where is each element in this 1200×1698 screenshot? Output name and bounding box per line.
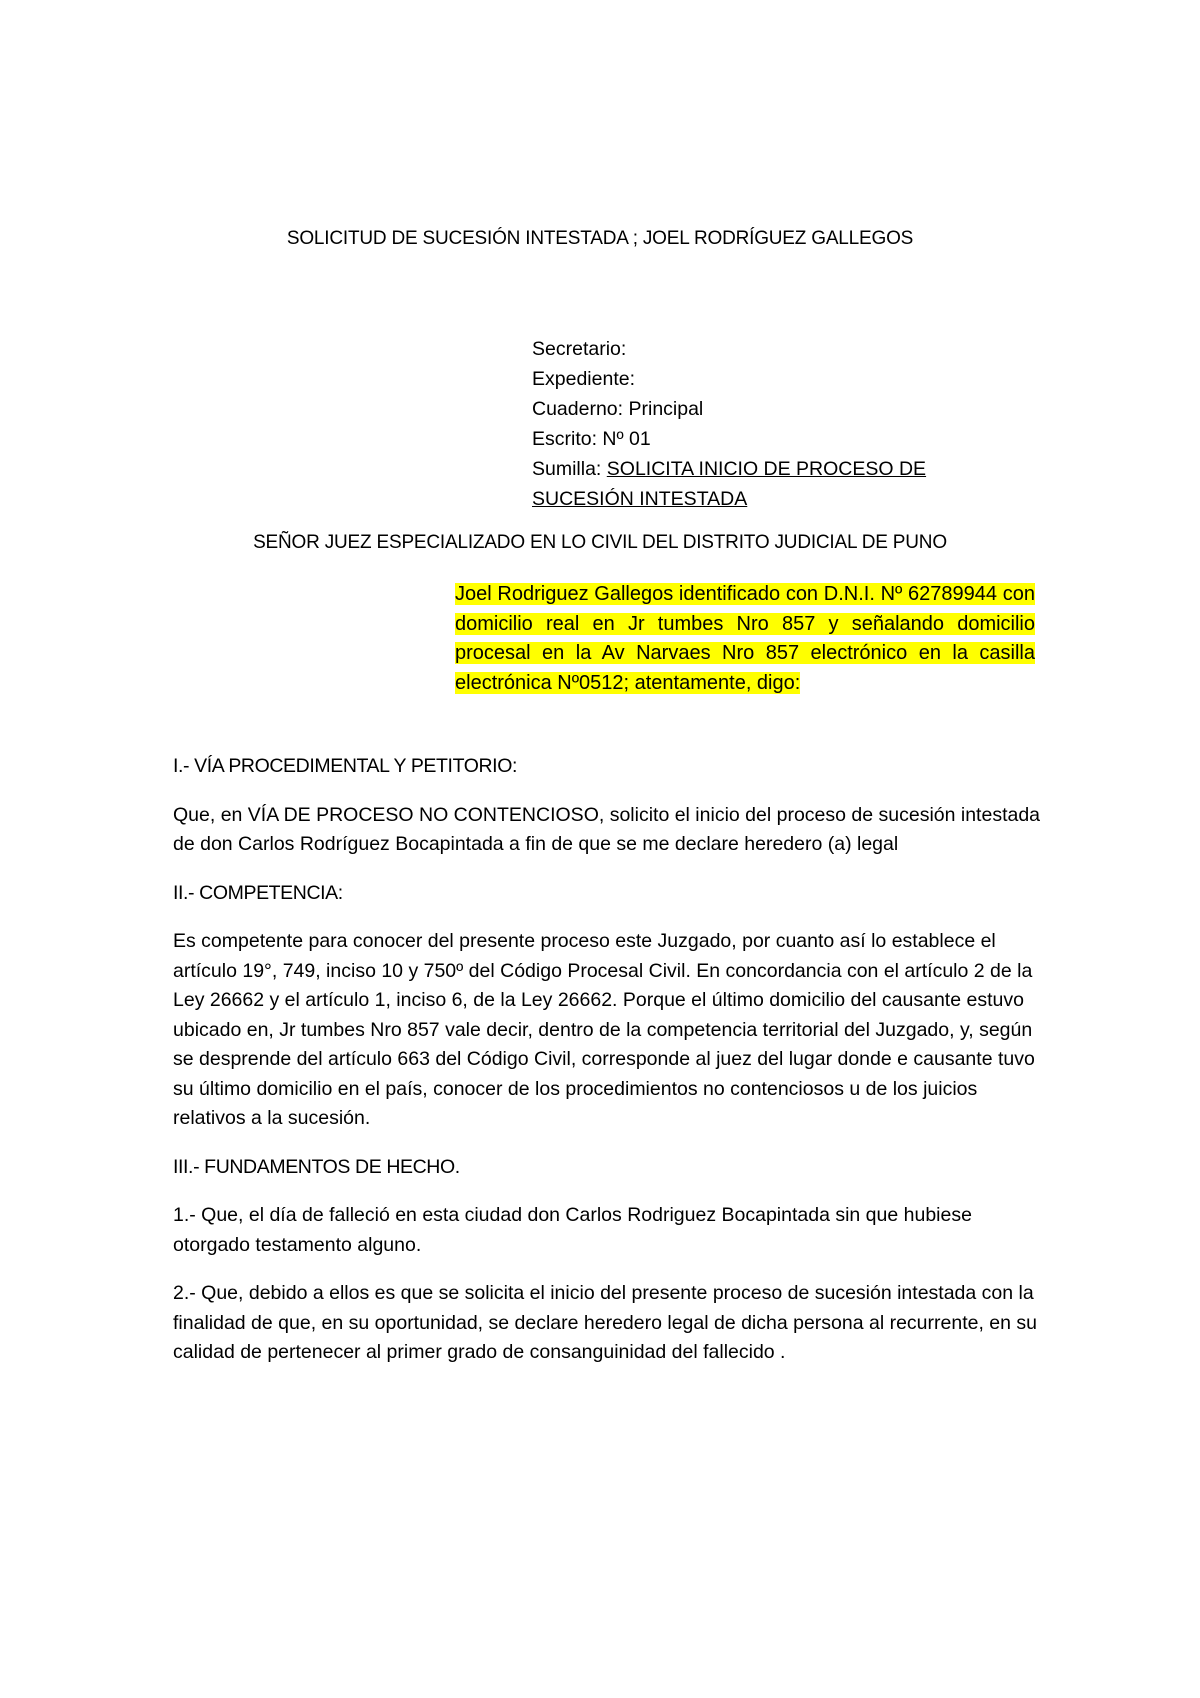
- case-header: [532, 334, 926, 514]
- sumilla-line-2: [532, 484, 926, 514]
- expediente-line: Expediente:: [532, 368, 635, 390]
- addressee: SEÑOR JUEZ ESPECIALIZADO EN LO CIVIL DEL DISTRITO JUDICIAL DE PUNO: [253, 532, 947, 553]
- sumilla-text-2: SUCESIÓN INTESTADA: [532, 488, 748, 510]
- intro-highlighted-text: Joel Rodriguez Gallegos identificado con D.N.I. Nº 62789944 con domicilio real en Jr tumbes Nro 857 y señalando domicilio procesal en la Av Narvaes Nro 857 electrónico en la casilla electrónica Nº0512; atentamente, digo:: [455, 583, 1035, 694]
- sumilla-line: [532, 454, 926, 484]
- section-2-heading: II.- COMPETENCIA:: [173, 881, 343, 904]
- section-1-heading: I.- VÍA PROCEDIMENTAL Y PETITORIO:: [173, 755, 517, 777]
- section-3-item-2: 2.- Que, debido a ellos es que se solicita el inicio del presente proceso de sucesión intestada con la finalidad de que, en su oportunidad, se declare heredero legal de dicha persona al recurrente, en su calidad de pertenecer al primer grado de consanguinidad del fallecido .: [173, 1282, 1038, 1363]
- document-title: SOLICITUD DE SUCESIÓN INTESTADA ; JOEL RODRÍGUEZ GALLEGOS: [286, 228, 914, 249]
- section-1-text: Que, en VÍA DE PROCESO NO CONTENCIOSO, solicito el inicio del proceso de sucesión intestada de don Carlos Rodríguez Bocapintada a fin de que se me declare heredero (a) legal: [173, 803, 1041, 855]
- section-3-item-1: 1.- Que, el día de falleció en esta ciudad don Carlos Rodriguez Bocapintada sin que hubiese otorgado testamento alguno.: [173, 1204, 972, 1256]
- cuaderno-line: Cuaderno: Principal: [532, 398, 704, 420]
- escrito-line: Escrito: Nº 01: [532, 428, 651, 450]
- intro-paragraph: [455, 580, 1035, 698]
- section-3-heading: III.- FUNDAMENTOS DE HECHO.: [173, 1155, 460, 1178]
- document-body: [173, 752, 1043, 1387]
- sumilla-label: Sumilla:: [532, 458, 607, 480]
- section-2-text: Es competente para conocer del presente proceso este Juzgado, por cuanto así lo establece el artículo 19°, 749, inciso 10 y 750º del Código Procesal Civil. En concordancia con el artículo 2 de la Ley 26662 y el artículo 1, inciso 6, de la Ley 26662. Porque el último domicilio del causante estuvo ubicado en, Jr tumbes Nro 857 vale decir, dentro de la competencia territorial del Juzgado, y, según se desprende del artículo 663 del Código Civil, corresponde al juez del lugar donde e causante tuvo su último domicilio en el país, conocer de los procedimientos no contenciosos u de los juicios relativos a la sucesión.: [173, 930, 1035, 1129]
- sumilla-text-1: SOLICITA INICIO DE PROCESO DE: [606, 458, 927, 480]
- secretario-line: Secretario:: [532, 338, 627, 360]
